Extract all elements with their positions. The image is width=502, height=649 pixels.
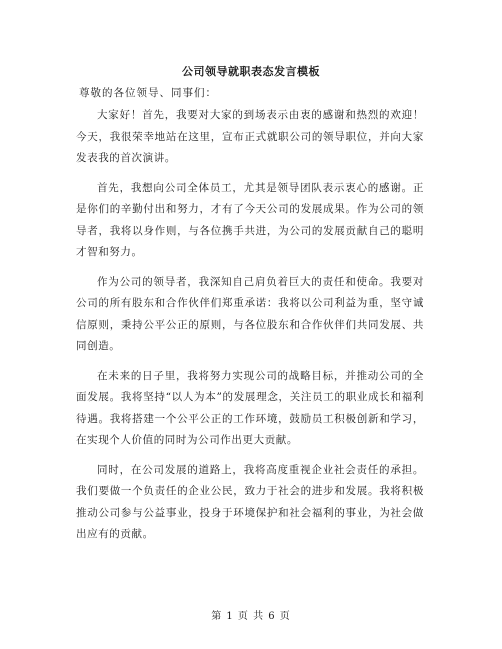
salutation: 尊敬的各位领导、同事们：: [79, 87, 217, 99]
document-body: [76, 105, 424, 554]
paragraph: 大家好！首先，我要对大家的到场表示由衷的感谢和热烈的欢迎！今天，我很荣幸地站在这里，宣布正式就职公司的领导职位，并向大家发表我的首次演讲。: [76, 109, 424, 164]
document-title: 公司领导就职表态发言模板: [182, 65, 320, 78]
paragraph: 在未来的日子里，我将努力实现公司的战略目标，并推动公司的全面发展。我将坚持“以人为本”的发展理念，关注员工的职业成长和福利待遇。我将搭建一个公平公正的工作环境，鼓励员工积极创新和学习，在实现个人价值的同时为公司作出更大贡献。: [76, 369, 424, 446]
page-number: 第 1 页 共 6 页: [211, 611, 291, 622]
paragraph: 同时，在公司发展的道路上，我将高度重视企业社会责任的承担。我们要做一个负责任的企业公民，致力于社会的进步和发展。我将积极推动公司参与公益事业，投身于环境保护和社会福利的事业，为社会做出应有的贡献。: [76, 463, 424, 540]
paragraph: 首先，我想向公司全体员工，尤其是领导团队表示衷心的感谢。正是你们的辛勤付出和努力，才有了今天公司的发展成果。作为公司的领导者，我将以身作则，与各位携手共进，为公司的发展贡献自己的聪明才智和努力。: [76, 181, 424, 258]
paragraph: 作为公司的领导者，我深知自己肩负着巨大的责任和使命。我要对公司的所有股东和合作伙伴们郑重承诺：我将以公司利益为重，坚守诚信原则，秉持公平公正的原则，与各位股东和合作伙伴们共同发展、共同创造。: [76, 275, 424, 352]
